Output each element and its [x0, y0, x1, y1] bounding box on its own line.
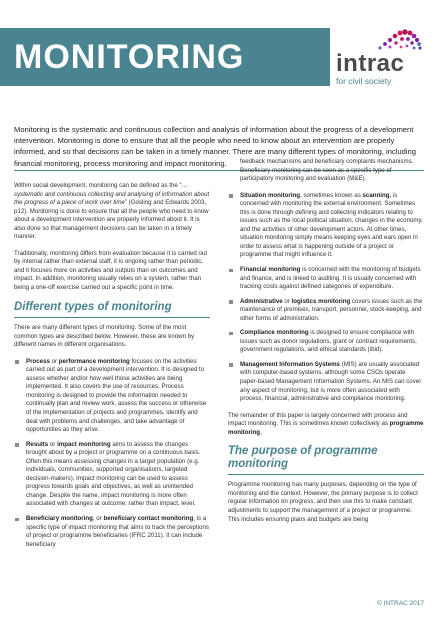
- heading-divider: [14, 317, 210, 318]
- title-bar: [0, 28, 330, 86]
- bullet-icon: [229, 363, 233, 367]
- page-header: [0, 0, 438, 112]
- bullet-icon: [229, 194, 233, 198]
- bullet-icon: [15, 443, 19, 447]
- definition-quote: … systematic and continuous collecting and analysing of information about the progress of a piece of work over time: [14, 182, 210, 207]
- list-item: Administrative or logistics monitoring covers issues such as the maintenance of premises, transport, personnel, stock-keeping, and other forms of administration.: [228, 298, 424, 324]
- list-item: Process or performance monitoring focuses on the activities carried out as part of a development intervention. It is designed to assess whether and/or how well those activities are being implemented. It also covers the use of resources. Process monitoring is designed to provide the information needed to continually plan and review work, assess the success or otherwise of the implementation of projects and programmes, identify and deal with problems and challenges, and take advantage of opportunities as they arise.: [14, 358, 210, 435]
- types-intro-paragraph: There are many different types of monitoring. Some of the most common types are described below. However, these are known by different names in different organisations.: [14, 324, 195, 349]
- types-list-left: [14, 358, 210, 549]
- copyright-footer: © INTRAC 2017: [376, 600, 424, 607]
- list-item: Financial monitoring is concerned with the monitoring of budgets and finance, and is linked to auditing. It is usually concerned with tracking costs against defined categories of expenditure.: [228, 266, 424, 292]
- section-heading-types: Different types of monitoring: [14, 300, 172, 313]
- bullet-icon: [15, 518, 19, 522]
- bullet-icon: [229, 300, 233, 304]
- logo-tagline: for civil society: [336, 76, 392, 86]
- right-column: [228, 158, 424, 532]
- page-title: MONITORING: [14, 38, 245, 76]
- traditional-paragraph: Traditionally, monitoring differs from evaluation because it is carried out by internal rather than external staff, it is ongoing rather than periodic, and it focuses more on activities and outputs than on outcomes and impact. In addition, monitoring usually relies on a system, rather than being a one-off exercise carried out a specific point in time.: [14, 249, 208, 292]
- bullet-icon: [229, 332, 233, 336]
- definition-paragraph: Within social development, monitoring can be defined as the “… systematic and continuous collecting and analysing of information about the progress of a piece of work over time” (Gosling and Edwards 2003, p12). Monitoring is done to ensure that all the people who need to know about a development intervention are properly informed about it. It is also done so that management decisions can be taken in a timely manner.: [14, 182, 210, 241]
- heading-divider: [228, 474, 424, 475]
- list-item: Beneficiary monitoring, or beneficiary contact monitoring, is a specific type of impact monitoring that aims to track the perceptions of project or programme beneficiaries (IFRC 2011). It can include beneficiary: [14, 515, 210, 549]
- types-list-right: [228, 192, 424, 404]
- purpose-paragraph: Programme monitoring has many purposes, depending on the type of monitoring and the context. However, the primary purpose is to collect regular information on progress, and then use this to make constant adjustments to support the management of a project or programme. This includes ensuring plans and budgets are being: [228, 481, 418, 523]
- bullet-icon: [15, 360, 19, 364]
- section-heading-purpose: The purpose of programme monitoring: [228, 445, 378, 470]
- intrac-logo: [336, 28, 428, 86]
- intro-paragraph: Monitoring is the systematic and continuous collection and analysis of information about the progress of a development intervention. Monitoring is done to ensure that all the people who need to know about an intervention are properly informed, and so that decisions can be taken in a timely manner. There are many different types of monitoring, including financial monitoring, process monitoring and impact monitoring.: [14, 125, 416, 168]
- list-item: Compliance monitoring is designed to ensure compliance with issues such as donor regulations, grant or contract requirements, government regulations, and ethical standards (ibid).: [228, 329, 424, 355]
- bullet-icon: [229, 269, 233, 273]
- list-item: Management Information Systems (MIS) are usually associated with computer-based systems, although some CSOs operate paper-based Management Information Systems. An MIS can cover any aspect of monitoring, but is more often associated with process, financial, administrative and compliance monitoring.: [228, 361, 424, 404]
- list-item: Situation monitoring, sometimes known as scanning, is concerned with monitoring the external environment. Sometimes this is done through defining and collecting indicators relating to issues such as the local political situation, changes in the economy, and the activities of other development actors. At other times, situation monitoring simply means keeping eyes and ears open in order to assess what is happening outside of a project or programme that might influence it.: [228, 192, 424, 260]
- beneficiary-continued-paragraph: feedback mechanisms and beneficiary complaints mechanisms. Beneficiary monitoring can be seen as a specific type of participatory monitoring and evaluation (M&E).: [240, 158, 414, 183]
- logo-wordmark: intrac: [336, 50, 405, 77]
- list-item: Results or impact monitoring aims to assess the changes brought about by a project or programme on a continuous basis. Often this means assessing changes in a target population (e.g. individuals, communities, supported organisations, targeted decision-makers). Impact monitoring can be used to assess progress towards goals and objectives, as well as unintended change. Despite the name, impact monitoring is more often associated with changes at outcome, rather than impact, level.: [14, 441, 210, 509]
- left-column: [14, 182, 210, 557]
- remainder-paragraph: The remainder of this paper is largely concerned with process and impact monitoring. This is sometimes known collectively as programme monitoring.: [228, 411, 424, 436]
